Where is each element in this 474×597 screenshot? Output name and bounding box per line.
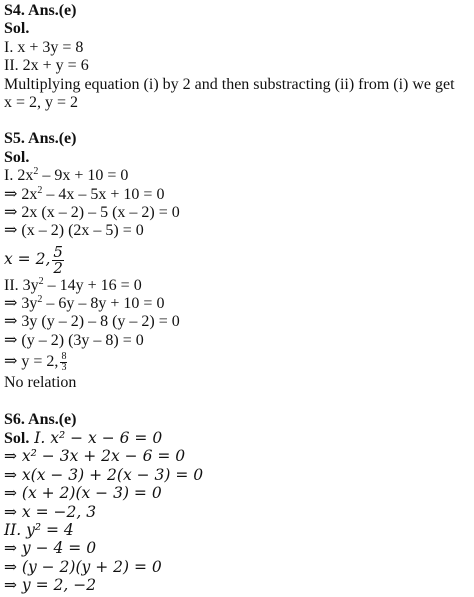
s5-ii-line-1: II. $3y^2 - 14y + 16 = 0$ xyxy=(4,275,142,294)
s6-i-line-1: Sol. I. x² − x − 6 = 0 xyxy=(4,429,163,448)
s4-explanation: Multiplying equation (i) by 2 and then substracting (ii) from (i) we get xyxy=(4,75,455,93)
s6-ii-line-3: ⇒ (y − 2)(y + 2) = 0 xyxy=(4,557,162,576)
s5-sol-label: Sol. xyxy=(4,148,30,166)
s5-conclusion: No relation xyxy=(4,374,77,392)
s5-ii-line-3: ⇒ 3y (y – 2) – 8 (y – 2) = 0 xyxy=(4,313,180,331)
s6-ii-line-4: ⇒ y = 2, −2 xyxy=(4,576,97,595)
s5-heading: S5. Ans.(e) xyxy=(4,130,77,148)
s6-heading: S6. Ans.(e) xyxy=(4,410,77,428)
s4-equation-2: II. 2x + y = 6 xyxy=(4,57,89,75)
s5-i-result: x = 2, $\frac{5}{2}$ xyxy=(4,242,63,277)
solution-document xyxy=(4,2,470,595)
s5-i-line-3: ⇒ 2x (x – 2) – 5 (x – 2) = 0 xyxy=(4,203,180,221)
s5-i-line-2: ⇒ $2x^2 - 4x - 5x + 10 = 0$ xyxy=(4,184,165,203)
s5-ii-line-2: ⇒ $3y^2 - 6y - 8y + 10 = 0$ xyxy=(4,294,165,313)
s6-i-line-3: ⇒ x(x − 3) + 2(x − 3) = 0 xyxy=(4,465,204,484)
s6-i-line-4: ⇒ (x + 2)(x − 3) = 0 xyxy=(4,484,162,503)
s6-i-line-5: ⇒ x = −2, 3 xyxy=(4,502,97,521)
s6-ii-line-1: II. y² = 4 xyxy=(4,520,74,539)
s4-equation-1: I. x + 3y = 8 xyxy=(4,38,84,56)
s4-sol-label: Sol. xyxy=(4,20,30,38)
s5-ii-line-4: ⇒ (y – 2) (3y – 8) = 0 xyxy=(4,331,144,349)
s5-i-line-4: ⇒ (x – 2) (2x – 5) = 0 xyxy=(4,222,144,240)
s6-i-line-2: ⇒ x² − 3x + 2x − 6 = 0 xyxy=(4,447,186,466)
fraction-8-over-3: $\frac{8}{3}$ xyxy=(61,351,67,374)
s4-result: x = 2, y = 2 xyxy=(4,93,79,111)
s5-ii-result: ⇒ y = 2, $\frac{8}{3}$ xyxy=(4,351,67,374)
s6-ii-line-2: ⇒ y − 4 = 0 xyxy=(4,539,97,558)
fraction-5-over-2: $\frac{5}{2}$ xyxy=(53,242,63,277)
s4-heading: S4. Ans.(e) xyxy=(4,2,77,19)
s5-i-line-1: I. $2x^2 - 9x + 10 = 0$ xyxy=(4,166,129,185)
